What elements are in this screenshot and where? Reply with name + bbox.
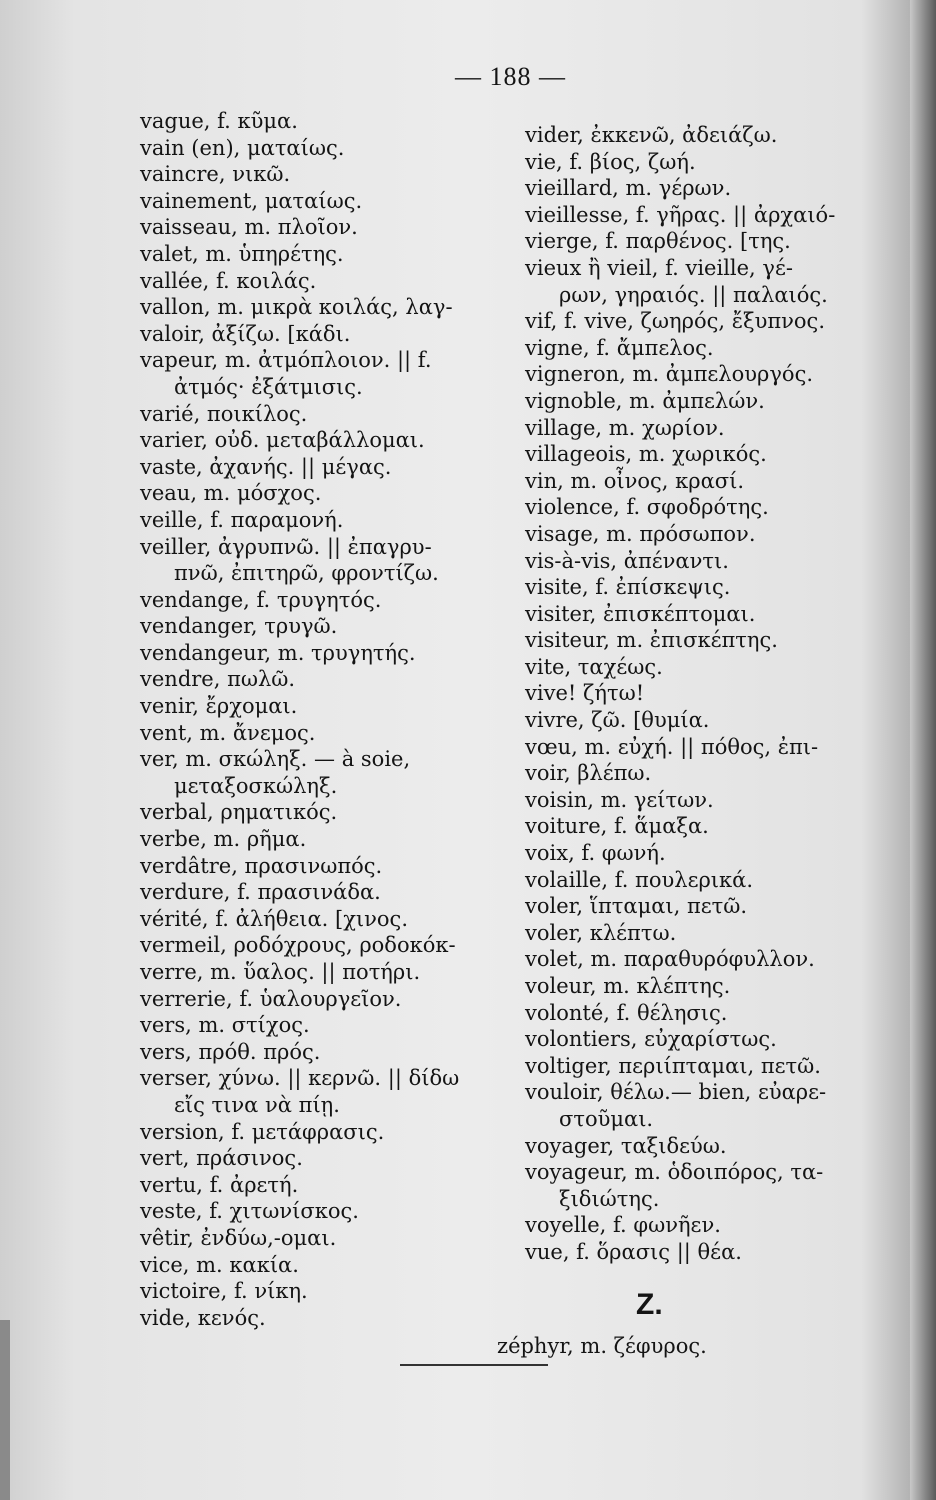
end-rule: [400, 1364, 548, 1366]
dictionary-entry: vermeil, ροδόχρους, ροδοκόκ-: [140, 933, 456, 958]
dictionary-entry: vive! ζήτω!: [525, 681, 645, 706]
dictionary-entry: vérité, f. ἀλήθεια. [χινος.: [140, 906, 408, 931]
dictionary-entry: valoir, ἀξίζω. [κάδι.: [140, 321, 351, 346]
dictionary-entry: varier, οὐδ. μεταβάλλομαι.: [140, 428, 425, 453]
page-edge-shadow: [0, 1320, 10, 1500]
dictionary-entry: vignoble, m. ἀμπελών.: [525, 388, 765, 413]
dictionary-entry: version, f. μετάφρασις.: [140, 1119, 385, 1144]
dictionary-entry: vendange, f. τρυγητός.: [140, 587, 382, 612]
dictionary-entry: visiter, ἐπισκέπτομαι.: [525, 601, 756, 626]
dictionary-entry: victoire, f. νίκη.: [140, 1279, 308, 1304]
dictionary-entry: vierge, f. παρθένος. [της.: [525, 229, 791, 254]
dictionary-entry: vaisseau, m. πλοῖον.: [140, 215, 358, 240]
dictionary-entry-continuation: στοῦμαι.: [559, 1106, 654, 1131]
dictionary-entry: vite, ταχέως.: [525, 654, 663, 679]
dictionary-entry: vouloir, θέλω.— bien, εὐαρε-: [525, 1080, 827, 1105]
dictionary-entry: venir, ἔρχομαι.: [140, 694, 298, 719]
dictionary-entry: vendre, πωλῶ.: [140, 667, 296, 692]
dictionary-entry-continuation: εἴς τινα νὰ πίῃ.: [174, 1092, 340, 1117]
dictionary-entry: varié, ποικίλος.: [140, 401, 308, 426]
dictionary-entry: visiteur, m. ἐπισκέπτης.: [525, 628, 778, 653]
section-letter-heading: Z.: [636, 1288, 663, 1321]
dictionary-entry: voyager, ταξιδεύω.: [525, 1133, 727, 1158]
dictionary-entry: vaste, ἀχανής. || μέγας.: [140, 454, 392, 479]
dictionary-entry: vif, f. vive, ζωηρός, ἔξυπνος.: [525, 309, 825, 334]
dictionary-entry-continuation: πνῶ, ἐπιτηρῶ, φροντίζω.: [174, 561, 439, 586]
dictionary-entry: vice, m. κακία.: [140, 1252, 299, 1277]
dictionary-entry: vague, f. κῦμα.: [140, 109, 298, 133]
dictionary-entry: vent, m. ἄνεμος.: [140, 720, 316, 745]
dictionary-entry: violence, f. σφοδρότης.: [525, 495, 769, 520]
dictionary-entry: vieux ἢ vieil, f. vieille, γέ-: [525, 255, 793, 280]
dictionary-entry: vis-à-vis, ἀπέναντι.: [525, 548, 729, 573]
dictionary-entry: vers, m. στίχος.: [140, 1013, 310, 1038]
dictionary-entry: verdâtre, πρασινωπός.: [140, 853, 383, 878]
dictionary-entry-continuation: ρων, γηραιός. || παλαιός.: [559, 282, 828, 307]
dictionary-entry: vêtir, ἐνδύω,-ομαι.: [140, 1225, 337, 1250]
dictionary-entry: voleur, m. κλέπτης.: [525, 974, 731, 998]
dictionary-entry: valet, m. ὑπηρέτης.: [140, 241, 344, 266]
dictionary-entry: voisin, m. γείτων.: [525, 787, 714, 812]
page-number: — 188 —: [455, 62, 566, 91]
dictionary-entry: voyelle, f. φωνῆεν.: [525, 1213, 721, 1238]
dictionary-entry: veste, f. χιτωνίσκος.: [140, 1199, 359, 1224]
dictionary-entry-continuation: ἀτμός· ἐξάτμισις.: [174, 374, 363, 399]
dictionary-entry: voiture, f. ἅμαξα.: [525, 814, 709, 839]
dictionary-entry: vertu, f. ἀρετή.: [140, 1172, 299, 1197]
dictionary-entry: verre, m. ὕαλος. || ποτήρι.: [140, 960, 421, 984]
dictionary-entry-continuation: μεταξοσκώληξ.: [174, 773, 338, 798]
dictionary-entry: vie, f. βίος, ζωή.: [525, 149, 696, 174]
dictionary-entry: verbal, ρηματικός.: [140, 800, 338, 825]
dictionary-entry: vue, f. ὅρασις || θέα.: [525, 1239, 742, 1264]
left-column: [140, 108, 480, 1331]
dictionary-entry: volaille, f. πουλερικά.: [525, 867, 754, 892]
dictionary-entry: vallée, f. κοιλάς.: [140, 268, 317, 293]
dictionary-entry: vide, κενός.: [140, 1305, 266, 1330]
dictionary-entry: visite, f. ἐπίσκεψις.: [525, 575, 731, 600]
dictionary-entry: vigne, f. ἄμπελος.: [525, 335, 714, 360]
dictionary-entry: vivre, ζῶ. [θυμία.: [525, 708, 710, 733]
dictionary-entry: vallon, m. μικρὰ κοιλάς, λαγ-: [140, 295, 453, 320]
dictionary-entry: vendangeur, m. τρυγητής.: [140, 640, 416, 665]
dictionary-entry: voyageur, m. ὁδοιπόρος, τα-: [525, 1160, 824, 1185]
dictionary-entry: vert, πράσινος.: [140, 1146, 303, 1171]
dictionary-entry: verdure, f. πρασινάδα.: [140, 880, 381, 905]
dictionary-entry: verrerie, f. ὑαλουργεῖον.: [140, 986, 402, 1011]
dictionary-entry: voir, βλέπω.: [525, 761, 652, 786]
dictionary-entry: voix, f. φωνή.: [525, 841, 666, 866]
dictionary-entry: vain (en), ματαίως.: [140, 135, 345, 160]
dictionary-entry: voltiger, περιίπταμαι, πετῶ.: [525, 1053, 821, 1078]
dictionary-entry: veille, f. παραμονή.: [140, 507, 344, 532]
dictionary-entry: vider, ἐκκενῶ, ἀδειάζω.: [525, 123, 778, 147]
dictionary-entry: volonté, f. θέλησις.: [525, 1000, 728, 1025]
dictionary-entry: verbe, m. ρῆμα.: [140, 827, 307, 852]
dictionary-entry-continuation: ξιδιώτης.: [559, 1186, 660, 1211]
dictionary-entry: volontiers, εὐχαρίστως.: [525, 1027, 777, 1052]
dictionary-entry: vigneron, m. ἀμπελουργός.: [525, 362, 814, 387]
dictionary-entry: voler, ἵπταμαι, πετῶ.: [525, 894, 748, 919]
dictionary-entry: villageois, m. χωρικός.: [525, 442, 767, 467]
dictionary-entry: zéphyr, m. ζέφυρος.: [497, 1334, 707, 1358]
dictionary-entry: village, m. χωρίον.: [525, 415, 725, 440]
dictionary-entry: vœu, m. εὐχή. || πόθος, ἐπι-: [525, 734, 819, 759]
dictionary-entry: vers, πρόθ. πρός.: [140, 1039, 321, 1064]
dictionary-entry: vieillard, m. γέρων.: [525, 176, 732, 201]
dictionary-entry: vieillesse, f. γῆρας. || ἀρχαιό-: [525, 202, 836, 227]
dictionary-entry: veau, m. μόσχος.: [140, 481, 322, 506]
dictionary-entry: vin, m. οἶνος, κρασί.: [525, 468, 745, 493]
dictionary-entry: vapeur, m. ἀτμόπλοιον. || f.: [140, 348, 432, 373]
dictionary-entry: vainement, ματαίως.: [140, 188, 363, 213]
dictionary-entry: verser, χύνω. || κερνῶ. || δίδω: [140, 1066, 460, 1091]
dictionary-entry: voler, κλέπτω.: [525, 920, 677, 945]
right-column: [525, 122, 865, 1266]
dictionary-entry: veiller, ἀγρυπνῶ. || ἐπαγρυ-: [140, 534, 432, 559]
dictionary-entry: volet, m. παραθυρόφυλλον.: [525, 947, 815, 972]
dictionary-entry: ver, m. σκώληξ. — à soie,: [140, 747, 411, 772]
book-spine-shadow: [910, 0, 936, 1500]
dictionary-entry: vaincre, νικῶ.: [140, 162, 291, 187]
dictionary-entry: visage, m. πρόσωπον.: [525, 521, 756, 546]
dictionary-entry: vendanger, τρυγῶ.: [140, 614, 338, 639]
